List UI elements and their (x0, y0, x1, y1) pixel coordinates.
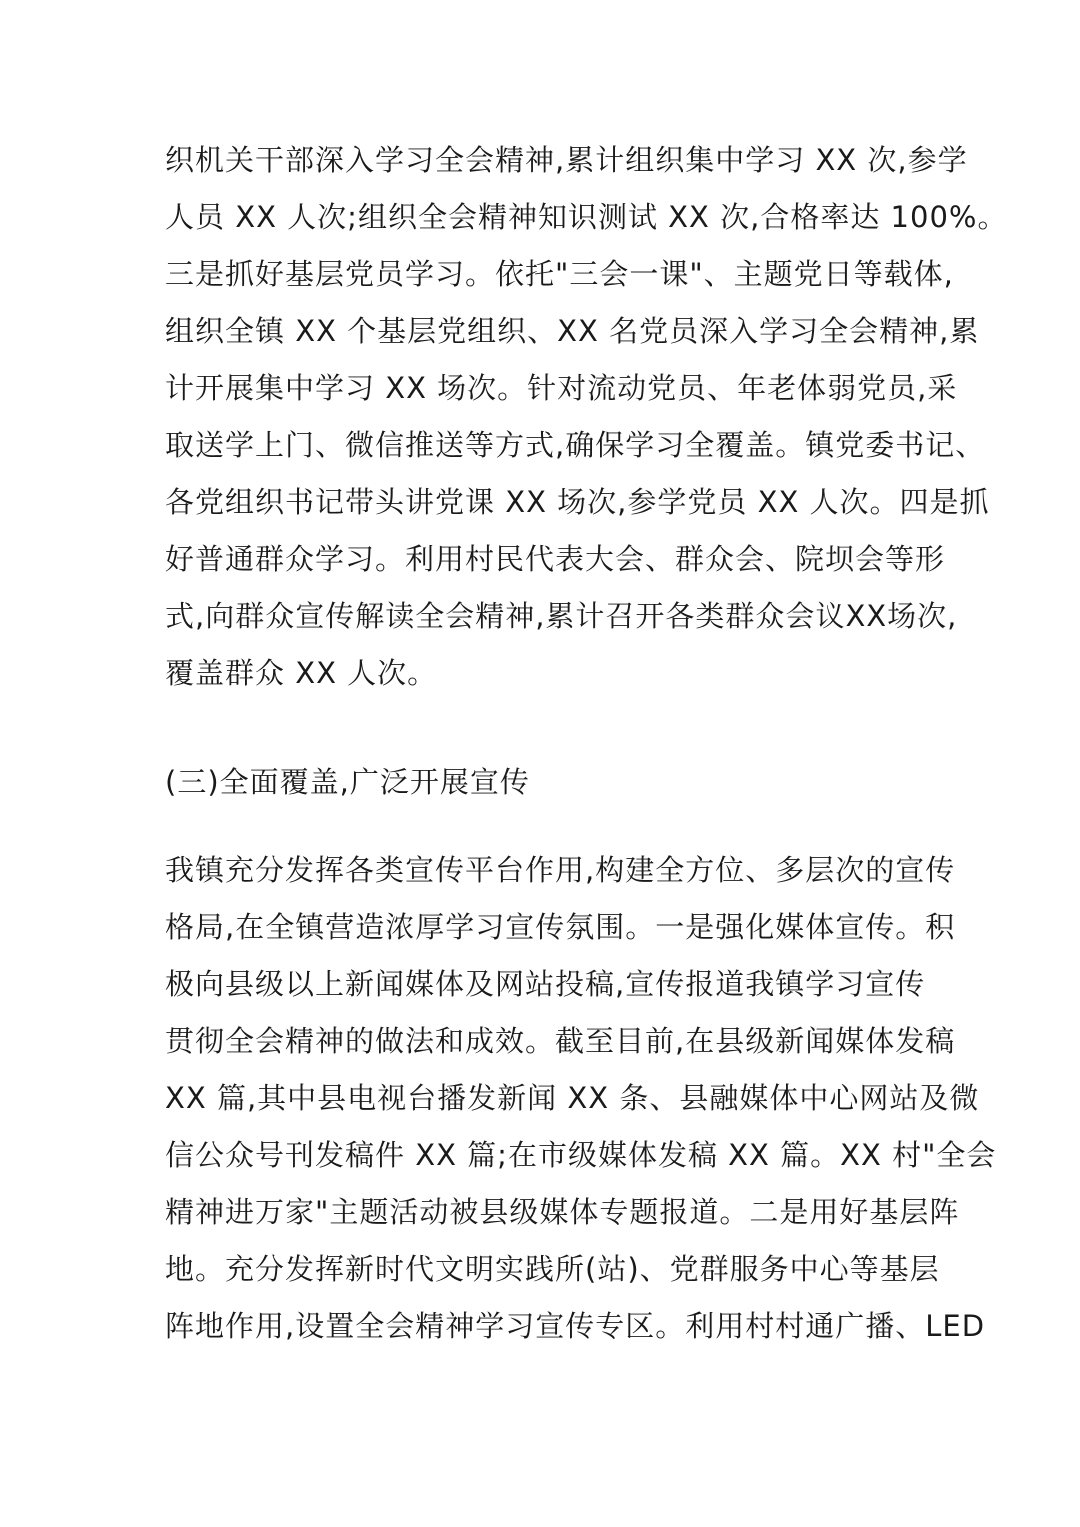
section-heading (165, 754, 925, 811)
text-line: 各党组织书记带头讲党课 XX 场次,参学党员 XX 人次。四是抓 (165, 485, 990, 519)
text-line: XX 篇,其中县电视台播发新闻 XX 条、县融媒体中心网站及微 (165, 1081, 980, 1115)
text-line: 计开展集中学习 XX 场次。针对流动党员、年老体弱党员,采 (165, 371, 958, 405)
text-line: 织机关干部深入学习全会精神,累计组织集中学习 XX 次,参学 (165, 143, 968, 177)
text-line: 格局,在全镇营造浓厚学习宣传氛围。一是强化媒体宣传。积 (165, 910, 956, 944)
text-line: 精神进万家"主题活动被县级媒体专题报道。二是用好基层阵 (165, 1195, 960, 1229)
text-line: 阵地作用,设置全会精神学习宣传专区。利用村村通广播、LED (165, 1309, 986, 1343)
paragraph-publicity (165, 842, 997, 1355)
paragraph-study-organization (165, 132, 1008, 702)
text-line: 好普通群众学习。利用村民代表大会、群众会、院坝会等形 (165, 542, 946, 576)
text-line: 组织全镇 XX 个基层党组织、XX 名党员深入学习全会精神,累 (165, 314, 980, 348)
text-line: 贯彻全会精神的做法和成效。截至目前,在县级新闻媒体发稿 (165, 1024, 956, 1058)
text-line: 取送学上门、微信推送等方式,确保学习全覆盖。镇党委书记、 (165, 428, 986, 462)
text-line: 信公众号刊发稿件 XX 篇;在市级媒体发稿 XX 篇。XX 村"全会 (165, 1138, 997, 1172)
text-line: 我镇充分发挥各类宣传平台作用,构建全方位、多层次的宣传 (165, 853, 956, 887)
text-line: 三是抓好基层党员学习。依托"三会一课"、主题党日等载体, (165, 257, 954, 291)
text-line: 极向县级以上新闻媒体及网站投稿,宣传报道我镇学习宣传 (165, 967, 926, 1001)
text-line: 式,向群众宣传解读全会精神,累计召开各类群众会议XX场次, (165, 599, 958, 633)
text-line-last: 覆盖群众 XX 人次。 (165, 656, 438, 690)
section-heading-text: (三)全面覆盖,广泛开展宣传 (165, 765, 530, 799)
text-line: 人员 XX 人次;组织全会精神知识测试 XX 次,合格率达 100%。 (165, 200, 1008, 234)
text-line: 地。充分发挥新时代文明实践所(站)、党群服务中心等基层 (165, 1252, 940, 1286)
